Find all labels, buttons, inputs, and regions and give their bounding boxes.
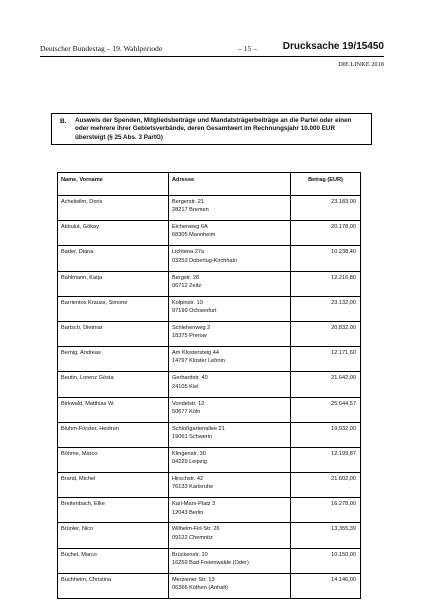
address-city: 68305 Mannheim <box>172 232 216 239</box>
address-street: Bergstr. 28 <box>172 274 200 281</box>
donor-address <box>169 422 291 447</box>
donor-address <box>169 271 291 296</box>
parliament-label: Deutscher Bundestag – 19. Wahlperiode <box>40 44 163 53</box>
donation-amount: 23.132,00 <box>291 296 361 321</box>
donor-name: Bahlmann, Katja <box>58 271 169 296</box>
donor-address <box>169 573 291 598</box>
address-street: Kolpinstr. 10 <box>172 299 203 306</box>
address-city: 24105 Kiel <box>172 383 199 390</box>
donation-amount: 10.238,40 <box>291 246 361 271</box>
address-city: 06366 Köthen (Anhalt) <box>172 585 228 592</box>
donor-address <box>169 196 291 221</box>
donor-name: Bernig, Andreas <box>58 347 169 372</box>
address-city: 14797 Kloster Lehnin <box>172 358 225 365</box>
donor-address <box>169 246 291 271</box>
address-city: 16259 Bad Freienwalde (Oder) <box>172 559 249 566</box>
donation-amount: 12.171,60 <box>291 347 361 372</box>
donor-name: Bluhm-Förster, Heidrun <box>58 422 169 447</box>
table-row <box>58 347 361 372</box>
donor-name: Brünler, Nico <box>58 523 169 548</box>
donor-name: Achelwilm, Doris <box>58 196 169 221</box>
address-street: Hirschstr. 42 <box>172 476 204 483</box>
donor-name: Böhme, Marco <box>58 447 169 472</box>
donation-amount: 21.602,00 <box>291 473 361 498</box>
address-city: 12043 Berlin <box>172 509 204 516</box>
address-street: Schloßgartenallee 21 <box>172 425 225 432</box>
address-street: Am Klostersteig 44 <box>172 350 219 357</box>
address-street: Karl-Marx-Platz 3 <box>172 501 216 508</box>
donation-amount: 20.832,00 <box>291 321 361 346</box>
table-row <box>58 447 361 472</box>
address-street: Eichenweg 6A <box>172 224 208 231</box>
address-street: Schlehenweg 2 <box>172 324 211 331</box>
document-number-prefix: Drucksache 19/ <box>282 41 357 52</box>
page-number: – 15 – <box>238 44 257 53</box>
donation-amount: 10.150,00 <box>291 548 361 573</box>
donation-amount: 16.278,00 <box>291 498 361 523</box>
address-city: 19061 Schwerin <box>172 433 213 440</box>
donor-address <box>169 347 291 372</box>
address-city: 76133 Karlsruhe <box>172 484 214 491</box>
donor-address <box>169 548 291 573</box>
donation-amount: 21.642,00 <box>291 372 361 397</box>
address-city: 03253 Doberlug-Kirchhain <box>172 257 237 264</box>
address-street: Lichtena 27a <box>172 249 205 256</box>
donor-name: Büchel, Marco <box>58 548 169 573</box>
address-city: 97199 Ochsenfurt <box>172 308 217 315</box>
donation-amount: 20.178,00 <box>291 221 361 246</box>
address-street: Wilhelm-Firl-Str. 26 <box>172 526 220 533</box>
donor-name: Akbulut, Gökay <box>58 221 169 246</box>
donor-name: Bartsch, Dietmar <box>58 321 169 346</box>
donation-amount: 12.216,80 <box>291 271 361 296</box>
address-street: Vondelstr. 12 <box>172 400 205 407</box>
table-row <box>58 498 361 523</box>
page-header <box>40 40 384 54</box>
table-row <box>58 372 361 397</box>
table-row <box>58 221 361 246</box>
donation-amount: 13.355,39 <box>291 523 361 548</box>
address-street: Bergerstr. 21 <box>172 199 205 205</box>
donor-address <box>169 447 291 472</box>
donor-address <box>169 221 291 246</box>
donor-name: Brand, Michel <box>58 473 169 498</box>
table-row <box>58 296 361 321</box>
donation-amount: 19.932,00 <box>291 422 361 447</box>
table-row <box>58 573 361 598</box>
header-name: Name, Vorname <box>58 173 169 196</box>
address-street: Merziener Str. 13 <box>172 576 215 583</box>
address-city: 28217 Bremen <box>172 207 209 214</box>
donor-address <box>169 498 291 523</box>
donation-amount: 25.644,57 <box>291 397 361 422</box>
section-letter: B. <box>60 118 67 125</box>
donor-name: Bader, Diana <box>58 246 169 271</box>
donor-name: Birkwald, Matthias W. <box>58 397 169 422</box>
address-street: Klingenstr. 30 <box>172 450 206 457</box>
donor-name: Barrientos Krauss, Simone <box>58 296 169 321</box>
donor-address <box>169 372 291 397</box>
address-city: 06712 Zeitz <box>172 282 202 289</box>
table-row <box>58 548 361 573</box>
donor-name: Buchheim, Christina <box>58 573 169 598</box>
table-row <box>58 397 361 422</box>
header-rule <box>40 56 384 57</box>
party-year-label: DIE LINKE 2018 <box>338 61 384 68</box>
donor-address <box>169 321 291 346</box>
document-number-value: 15450 <box>356 41 384 52</box>
address-street: Brückenstr. 10 <box>172 551 208 558</box>
donor-address <box>169 473 291 498</box>
table-row <box>58 321 361 346</box>
section-b-box <box>51 113 372 145</box>
address-street: Gerhardstr. 40 <box>172 375 208 382</box>
address-city: 09122 Chemnitz <box>172 534 213 541</box>
table-row <box>58 271 361 296</box>
table-row <box>58 246 361 271</box>
table-row <box>58 523 361 548</box>
donor-table <box>57 172 361 599</box>
table-row <box>58 422 361 447</box>
donor-name: Beutin, Lorenz Gösta <box>58 372 169 397</box>
donation-amount: 12.199,87 <box>291 447 361 472</box>
header-address: Adresse <box>169 173 291 196</box>
header-amount: Betrag (EUR) <box>291 173 361 196</box>
table-row <box>58 196 361 221</box>
address-city: 04229 Leipzig <box>172 459 207 466</box>
donation-amount: 14.146,00 <box>291 573 361 598</box>
donor-address <box>169 397 291 422</box>
document-number <box>283 41 384 52</box>
donation-amount: 23.183,00 <box>291 196 361 221</box>
table-row <box>58 473 361 498</box>
address-city: 18375 Prerow <box>172 333 207 340</box>
address-city: 50677 Köln <box>172 408 201 415</box>
donor-name: Breitenbach, Elke <box>58 498 169 523</box>
donor-address <box>169 296 291 321</box>
table-header-row <box>58 173 361 196</box>
donor-address <box>169 523 291 548</box>
section-text: Ausweis der Spenden, Mitgliedsbeiträge und Mandatsträgerbeiträge an die Partei oder einen oder mehrere ihrer Gebietsverbände, deren Gesamtwert im Rechnungsjahr 10.000 EUR übersteigt (§ 25 Abs. 3 PartG) <box>75 117 352 141</box>
